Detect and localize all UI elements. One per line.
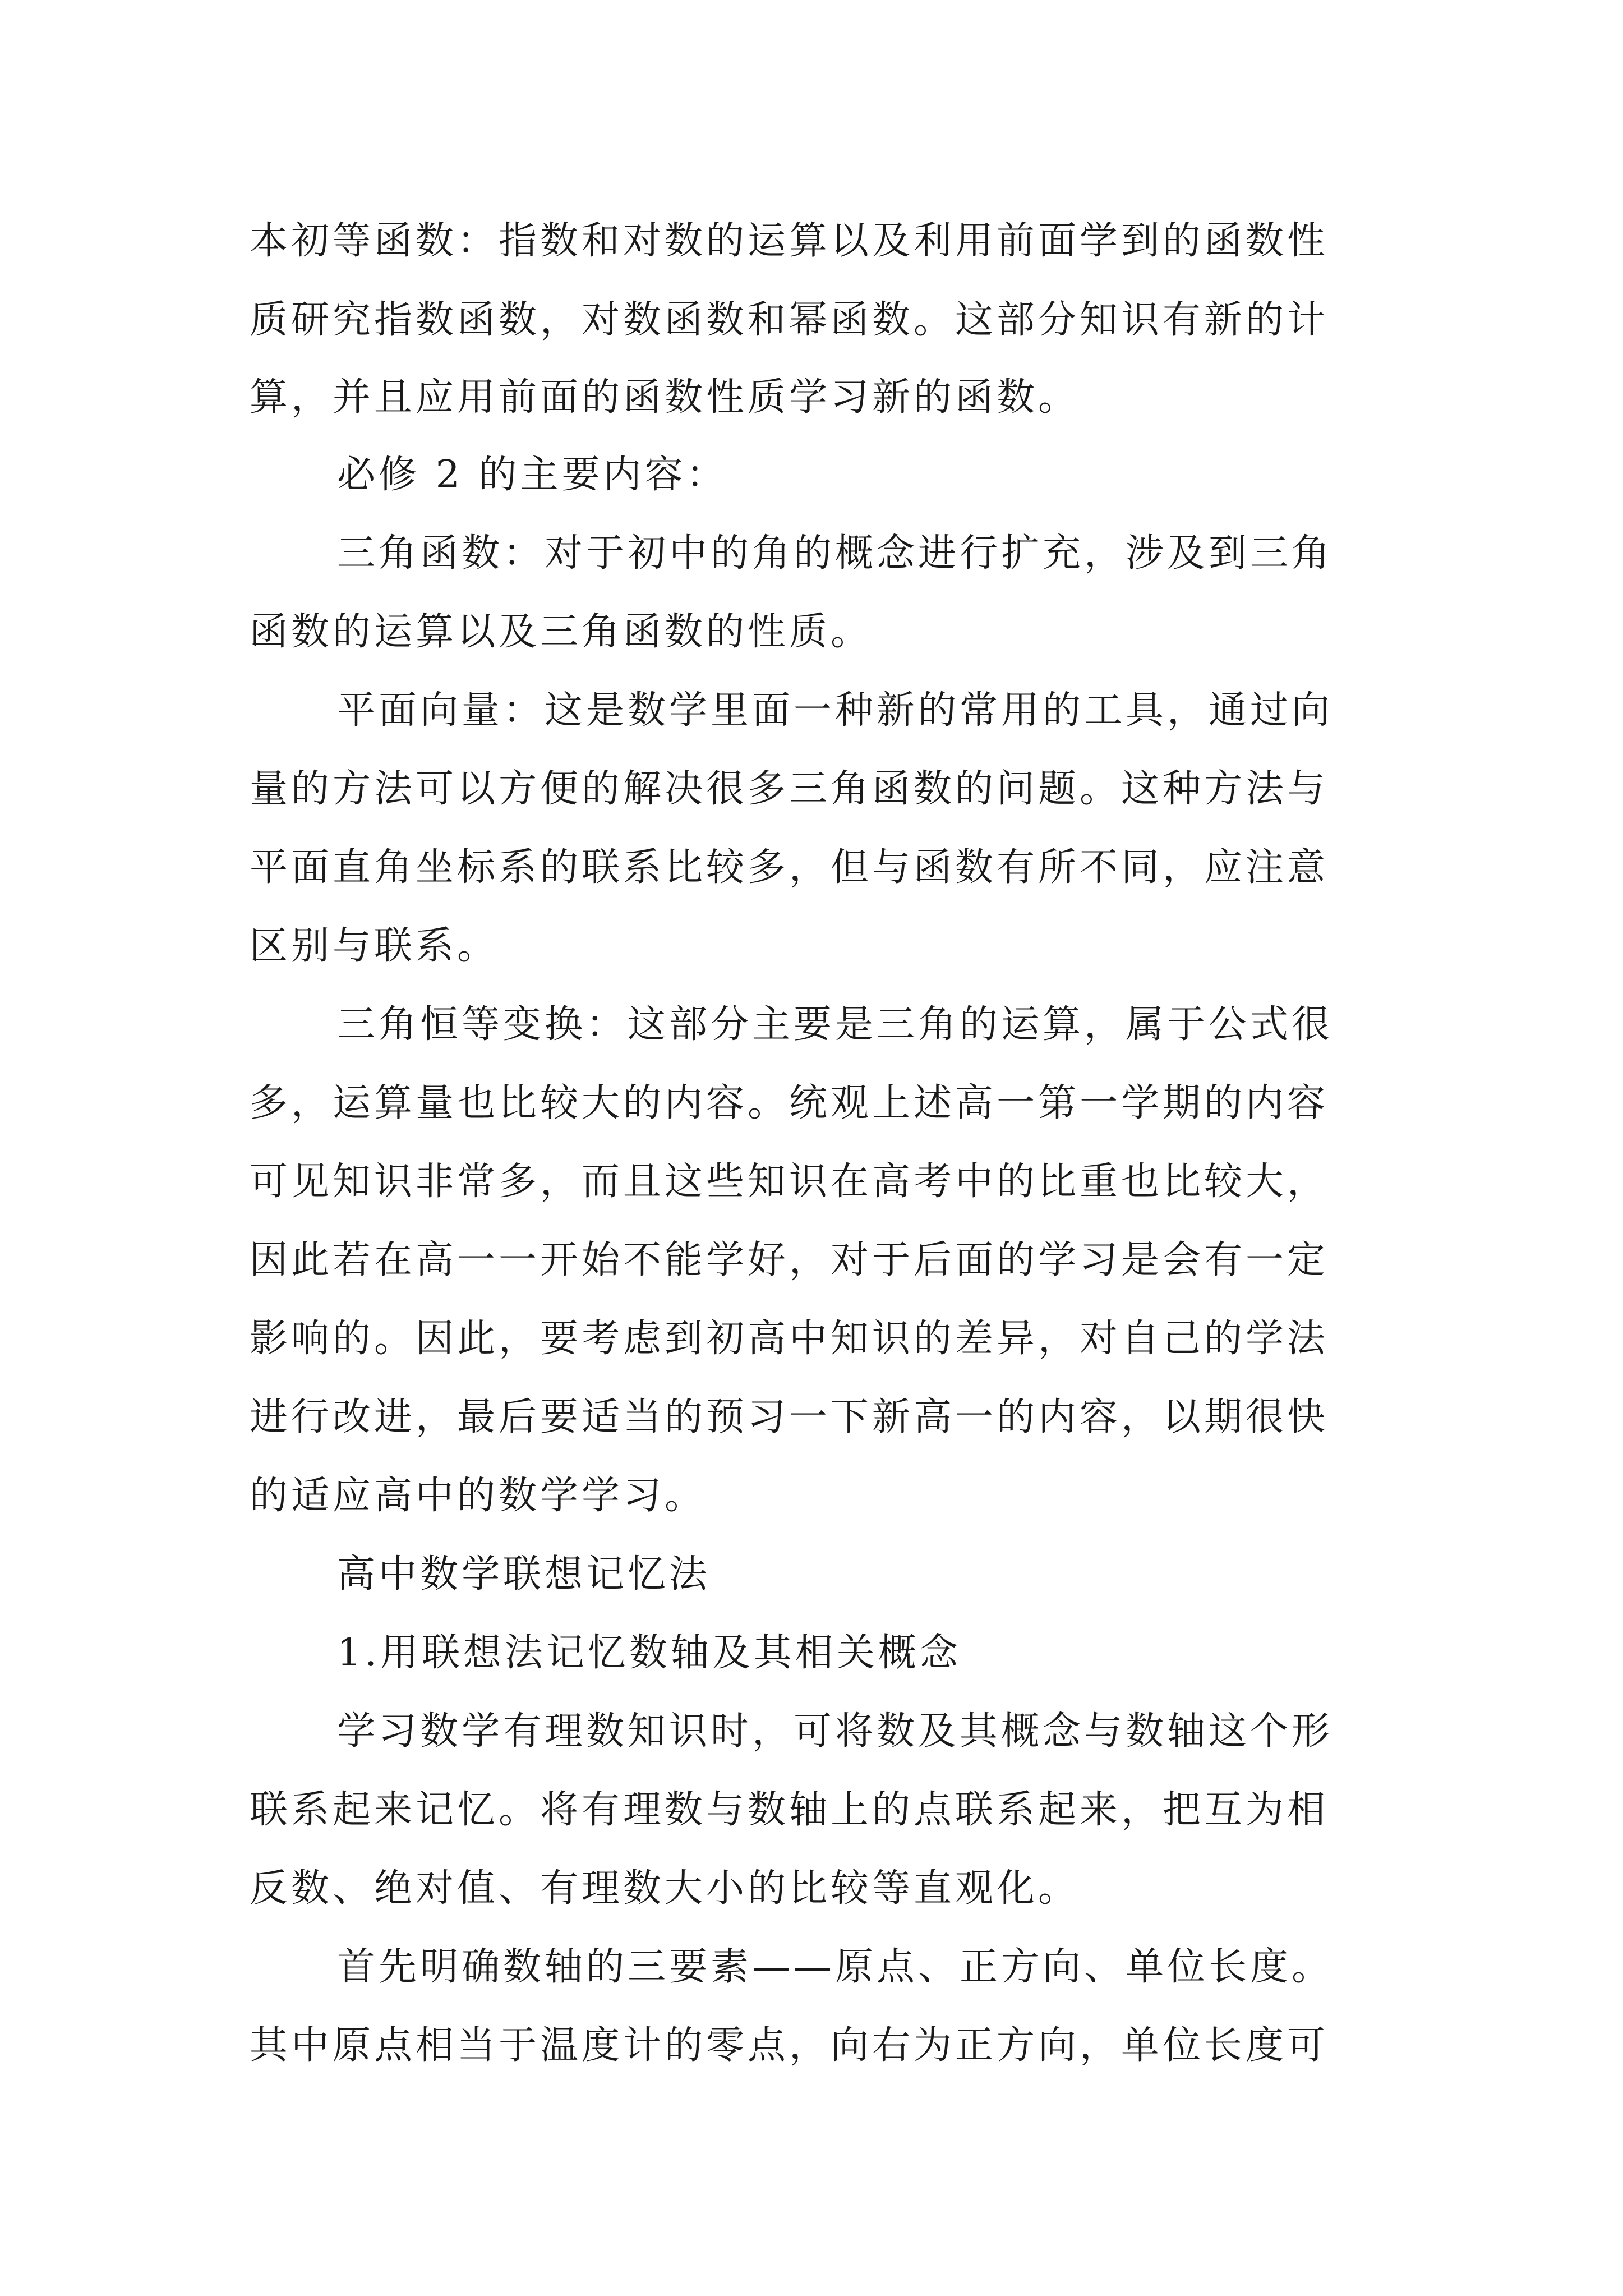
text-line: 区别与联系。 (250, 924, 499, 968)
text-line: 的适应高中的数学学习。 (250, 1474, 707, 1518)
text-line: 反数、绝对值、有理数大小的比较等直观化。 (250, 1866, 1080, 1911)
text-line: 函数的运算以及三角函数的性质。 (250, 610, 873, 654)
text-line: 1.用联想法记忆数轴及其相关概念 (337, 1631, 961, 1675)
text-line: 可见知识非常多，而且这些知识在高考中的比重也比较大， (250, 1159, 1329, 1204)
text-line: 平面直角坐标系的联系比较多，但与函数有所不同，应注意 (250, 845, 1329, 890)
text-line: 影响的。因此，要考虑到初高中知识的差异，对自己的学法 (250, 1317, 1329, 1361)
text-line: 质研究指数函数，对数函数和幂函数。这部分知识有新的计 (250, 298, 1329, 342)
text-line: 高中数学联想记忆法 (337, 1552, 711, 1596)
text-line: 进行改进，最后要适当的预习一下新高一的内容，以期很快 (250, 1395, 1329, 1439)
text-line: 学习数学有理数知识时，可将数及其概念与数轴这个形 (337, 1709, 1334, 1754)
text-line: 必修 2 的主要内容： (337, 453, 728, 497)
text-line: 算，并且应用前面的函数性质学习新的函数。 (250, 375, 1080, 420)
text-line: 因此若在高一一开始不能学好，对于后面的学习是会有一定 (250, 1238, 1329, 1282)
text-line: 三角函数：对于初中的角的概念进行扩充，涉及到三角 (337, 531, 1334, 576)
text-line: 联系起来记忆。将有理数与数轴上的点联系起来，把互为相 (250, 1788, 1329, 1832)
text-line: 首先明确数轴的三要素——原点、正方向、单位长度。 (337, 1945, 1334, 1989)
text-line: 本初等函数：指数和对数的运算以及利用前面学到的函数性 (250, 219, 1329, 263)
text-line: 平面向量：这是数学里面一种新的常用的工具，通过向 (337, 688, 1334, 733)
text-line: 三角恒等变换：这部分主要是三角的运算，属于公式很 (337, 1002, 1334, 1047)
text-line: 量的方法可以方便的解决很多三角函数的问题。这种方法与 (250, 767, 1329, 811)
text-line: 多，运算量也比较大的内容。统观上述高一第一学期的内容 (250, 1081, 1329, 1125)
text-line: 其中原点相当于温度计的零点，向右为正方向，单位长度可 (250, 2023, 1329, 2068)
